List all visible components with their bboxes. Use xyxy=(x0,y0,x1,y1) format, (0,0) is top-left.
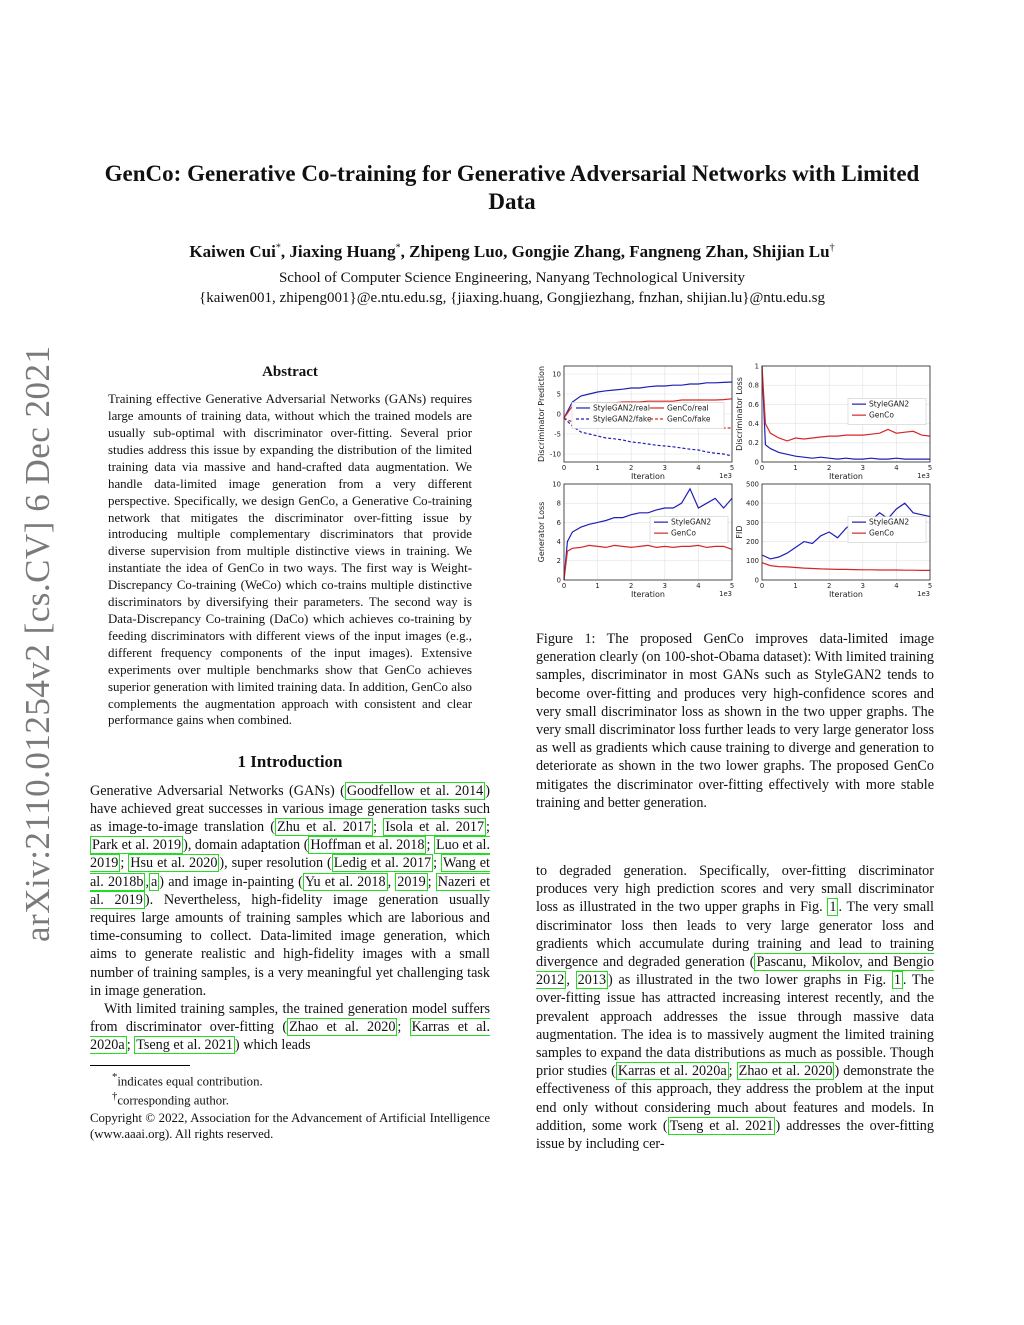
intro-paragraph-2 xyxy=(90,1000,490,1055)
author-name: Kaiwen Cui xyxy=(189,242,276,261)
citation-link[interactable]: Tseng et al. 2021 xyxy=(136,1037,233,1054)
body-text: ), super resolution ( xyxy=(219,855,332,872)
figure-caption: Figure 1: The proposed GenCo improves data-limited image generation clearly (on 100-shot-Obama dataset): With limited training samples, discriminator in most GANs such as StyleGAN2 tends to become over-fitting and produces very high-confidence scores and very small discriminator loss as shown in the two upper graphs. The very small discriminator loss further leads to very large generator loss as well as gradients which cause training to diverge and generation to deteriorate as shown in the two lower graphs. The proposed GenCo mitigates the discriminator over-fitting effectively with more stable training and better generation. xyxy=(536,631,934,811)
x-tick-label: 3 xyxy=(662,582,667,590)
x-tick-label: 3 xyxy=(662,464,667,472)
body-text: ; xyxy=(427,873,436,890)
figure-1-plots xyxy=(536,360,934,599)
abstract-text: Training effective Generative Adversarial Networks (GANs) requires large amounts of training data, without which the trained models are usually sub-optimal with discriminator over-fitting. Several prior studies address this issue by expanding the distribution of the limited training data via massive and hand-crafted data augmentation. We handle data-limited image generation from a very different perspective. Specifically, we design GenCo, a Generative Co-training network that mitigates the discriminator over-fitting issue by introducing multiple complementary discriminators that provide diverse supervision from multiple distinctive views in training. We instantiate the idea of GenCo in two ways. The first way is Weight-Discrepancy Co-training (WeCo) which co-trains multiple distinctive discriminators by diversifying their parameters. The second way is Data-Discrepancy Co-training (DaCo) which achieves co-training by feeding discriminators with different views of the input images (e.g., different frequency components of the input images). Extensive experiments over multiple benchmarks show that GenCo achieves superior generation with limited training data. In addition, GenCo also complements the augmentation approach with consistent and clear performance gains when combined. xyxy=(108,392,472,728)
y-tick-label: 1 xyxy=(754,362,759,371)
body-text: , xyxy=(387,873,396,890)
body-text: , xyxy=(566,972,576,989)
y-tick-label: 0 xyxy=(754,576,759,585)
x-tick-label: 3 xyxy=(860,582,865,590)
y-axis-label: Discriminator Prediction xyxy=(537,365,546,463)
legend xyxy=(848,399,926,425)
legend xyxy=(650,517,728,543)
y-tick-label: 400 xyxy=(746,499,759,508)
citation-link[interactable]: Hoffman et al. 2018 xyxy=(310,837,425,854)
x-tick-label: 1 xyxy=(793,582,798,590)
legend-label: StyleGAN2 xyxy=(869,517,910,527)
body-text: ; xyxy=(728,1063,737,1080)
y-tick-label: 8 xyxy=(556,499,561,508)
right-column xyxy=(536,360,934,1153)
citation-link[interactable]: Karras et al. 2020a xyxy=(617,1063,727,1080)
citation-link[interactable]: Zhu et al. 2017 xyxy=(277,818,372,835)
y-axis-label: FID xyxy=(735,525,744,539)
footnote-divider xyxy=(90,1065,190,1066)
author-emails: {kaiwen001, zhipeng001}@e.ntu.edu.sg, {jiaxing.huang, Gongjiezhang, fnzhan, shijian.lu}@ntu.edu.sg xyxy=(199,290,825,306)
body-text: ) and image in-painting ( xyxy=(159,873,303,890)
y-tick-label: 0.4 xyxy=(748,420,759,428)
legend-label: GenCo xyxy=(671,528,697,538)
left-column xyxy=(90,360,490,1142)
legend xyxy=(572,402,724,428)
citation-link[interactable]: Zhao et al. 2020 xyxy=(289,1019,396,1036)
x-tick-label: 3 xyxy=(860,464,865,472)
body-text: ; xyxy=(373,818,384,835)
y-tick-label: 5 xyxy=(556,390,561,399)
body-text: ), domain adaptation ( xyxy=(183,837,309,854)
equal-contribution-mark: * xyxy=(275,242,281,254)
affiliation: School of Computer Science Engineering, Nanyang Technological University xyxy=(278,270,746,286)
paper-title: GenCo: Generative Co-training for Generative Adversarial Networks with Limited Data xyxy=(104,161,920,214)
citation-link[interactable]: 2013 xyxy=(577,972,607,989)
citation-link[interactable]: Yu et al. 2018 xyxy=(304,873,386,890)
legend-label: StyleGAN2/real xyxy=(593,403,650,413)
legend-label: StyleGAN2 xyxy=(671,517,712,527)
x-tick-label: 0 xyxy=(759,464,765,472)
footnote-text: corresponding author. xyxy=(117,1093,229,1108)
x-tick-label: 2 xyxy=(827,582,832,590)
intro-paragraph-1 xyxy=(90,782,490,1000)
title-block xyxy=(80,160,944,308)
y-axis-label: Discriminator Loss xyxy=(735,377,744,451)
chart-panel-2 xyxy=(735,362,932,481)
chart-panel-4 xyxy=(735,480,932,599)
x-tick-label: 5 xyxy=(927,582,933,590)
x-tick-label: 2 xyxy=(629,464,634,472)
author-names: , Zhipeng Luo, Gongjie Zhang, Fangneng Zhan, Shijian Lu xyxy=(400,242,830,261)
footnote-mark: * xyxy=(112,1071,118,1083)
chart-panel-1 xyxy=(537,366,734,481)
body-text: With limited training samples, the trained generation model suffers from discriminator over-fitting ( xyxy=(90,1000,490,1036)
y-axis-label: Generator Loss xyxy=(537,501,546,563)
legend-label: GenCo xyxy=(869,410,895,420)
author-name: , Jiaxing Huang xyxy=(280,242,396,261)
body-text: to degraded generation. Specifically, over-fitting discriminator produces very high prediction scores and very small discriminator loss as illustrated in the two upper graphs in Fig. xyxy=(536,863,934,916)
body-text: ; xyxy=(126,1037,135,1054)
y-tick-label: 0.6 xyxy=(748,400,759,409)
body-text: ; xyxy=(433,855,442,872)
y-tick-label: 4 xyxy=(556,538,561,546)
citation-link[interactable]: Luo et al. 2019 xyxy=(90,837,490,872)
body-text: ; xyxy=(426,837,434,854)
x-axis-label: Iteration xyxy=(631,590,665,599)
body-text: Generative Adversarial Networks (GANs) ( xyxy=(90,782,345,799)
figure-1 xyxy=(536,360,934,599)
x-axis-scale-label: 1e3 xyxy=(917,590,930,598)
x-tick-label: 1 xyxy=(793,464,798,472)
y-tick-label: 10 xyxy=(552,370,561,379)
x-tick-label: 2 xyxy=(629,582,634,590)
body-text: ; xyxy=(120,855,129,872)
abstract-heading: Abstract xyxy=(262,364,318,380)
x-axis-scale-label: 1e3 xyxy=(719,590,732,598)
body-text: ) demonstrate the effectiveness of this approach, they address the problem at the input end only without considering much about features and models. In addition, some work ( xyxy=(536,1063,934,1134)
x-axis-label: Iteration xyxy=(631,472,665,481)
body-text: . The over-fitting issue has attracted increasing interest recently, and the prevalent approach addresses the issue through massive data augmentation. The idea is to massively augment the limited training samples to expand the data distributions as much as possible. Though prior studies ( xyxy=(536,972,934,1080)
y-tick-label: 0 xyxy=(754,458,759,467)
citation-link[interactable]: Pascanu, Mikolov, and Bengio 2012 xyxy=(536,954,934,989)
y-tick-label: 0 xyxy=(556,410,561,419)
y-tick-label: 100 xyxy=(746,557,759,566)
x-tick-label: 0 xyxy=(561,582,567,590)
figure-reference-link[interactable]: 1 xyxy=(829,899,837,916)
x-tick-label: 4 xyxy=(894,582,899,590)
x-tick-label: 0 xyxy=(561,464,567,472)
section-heading-introduction: 1 Introduction xyxy=(237,752,343,772)
legend-label: StyleGAN2/fake xyxy=(593,414,652,424)
citation-link[interactable]: Isola et al. 2017 xyxy=(385,818,485,835)
y-tick-label: 0.8 xyxy=(748,381,759,390)
y-tick-label: 6 xyxy=(556,518,561,527)
footnote-equal-contribution xyxy=(90,1070,490,1089)
x-tick-label: 5 xyxy=(927,464,933,472)
citation-link[interactable]: 2019 xyxy=(397,873,426,890)
citation-link[interactable]: Park et al. 2019 xyxy=(92,837,182,854)
body-text: . The very small discriminator loss then leads to very large generator loss and gradients which accumulate during training and lead to training divergence and degraded generation ( xyxy=(536,899,934,971)
arxiv-identifier: arXiv:2110.01254v2 [cs.CV] 6 Dec 2021 xyxy=(18,345,57,942)
figure-reference-link[interactable]: 1 xyxy=(893,972,901,989)
legend-label: GenCo/real xyxy=(667,403,709,413)
body-text: ) have achieved great successes in various image generation tasks such as image-to-image translation ( xyxy=(90,782,490,835)
series-line xyxy=(564,545,732,580)
legend xyxy=(848,517,926,543)
body-text: ) addresses the over-fitting issue by including cer- xyxy=(536,1117,934,1153)
body-text: ). Nevertheless, high-fidelity image generation usually requires large amounts of training samples which are laborious and time-consuming to collect. Data-limited image generation, which aims to generate realistic and high-fidelity images with a small number of training samples, is a very meaningful yet challenging task in image generation. xyxy=(90,891,490,999)
y-tick-label: 0.2 xyxy=(748,439,759,448)
x-axis-label: Iteration xyxy=(829,472,863,481)
corresponding-author-mark: † xyxy=(829,242,835,254)
body-text: , xyxy=(145,873,149,890)
citation-link[interactable]: Tseng et al. 2021 xyxy=(669,1117,774,1134)
citation-link[interactable]: Ledig et al. 2017 xyxy=(333,855,432,872)
citation-link[interactable]: Zhao et al. 2020 xyxy=(738,1063,833,1080)
citation-link[interactable]: Hsu et al. 2020 xyxy=(130,855,218,872)
y-tick-label: 200 xyxy=(746,538,759,546)
footnote-corresponding-author xyxy=(90,1089,490,1108)
legend-label: GenCo xyxy=(869,528,895,538)
footnote-mark: † xyxy=(112,1090,118,1102)
x-tick-label: 1 xyxy=(595,582,600,590)
x-tick-label: 0 xyxy=(759,582,765,590)
x-tick-label: 4 xyxy=(894,464,899,472)
citation-link[interactable]: Karras et al. 2020a xyxy=(90,1019,490,1054)
legend-label: GenCo/fake xyxy=(667,414,711,424)
y-tick-label: 300 xyxy=(746,518,759,527)
right-body-paragraph xyxy=(536,862,934,1153)
citation-link[interactable]: Goodfellow et al. 2014 xyxy=(346,782,484,799)
x-axis-scale-label: 1e3 xyxy=(719,472,732,480)
legend-label: StyleGAN2 xyxy=(869,399,910,409)
body-text: ) as illustrated in the two lower graphs in Fig. xyxy=(608,972,892,989)
body-text: ; xyxy=(397,1019,410,1036)
x-tick-label: 4 xyxy=(696,582,701,590)
citation-link[interactable]: Nazeri et al. 2019 xyxy=(90,873,491,908)
y-tick-label: 0 xyxy=(556,576,561,585)
x-axis-label: Iteration xyxy=(829,590,863,599)
y-tick-label: -5 xyxy=(554,430,561,439)
x-tick-label: 5 xyxy=(729,464,735,472)
x-tick-label: 2 xyxy=(827,464,832,472)
chart-panel-3 xyxy=(537,480,734,599)
y-tick-label: 10 xyxy=(552,480,561,489)
equal-contribution-mark: * xyxy=(395,242,401,254)
y-tick-label: 500 xyxy=(746,480,759,489)
y-tick-label: 2 xyxy=(556,557,561,566)
series-line xyxy=(762,563,930,571)
citation-link[interactable]: a xyxy=(150,873,158,890)
y-tick-label: -10 xyxy=(549,450,561,459)
body-text: ) which leads xyxy=(234,1037,311,1054)
citation-link[interactable]: Wang et al. 2018b xyxy=(90,855,490,890)
x-tick-label: 4 xyxy=(696,464,701,472)
body-text: ; xyxy=(486,818,490,835)
copyright-notice: Copyright © 2022, Association for the Advancement of Artificial Intelligence (www.aaai.org). All rights reserved. xyxy=(90,1111,490,1142)
x-tick-label: 5 xyxy=(729,582,735,590)
x-axis-scale-label: 1e3 xyxy=(917,472,930,480)
author-list xyxy=(80,242,944,262)
footnote-text: indicates equal contribution. xyxy=(117,1073,263,1088)
x-tick-label: 1 xyxy=(595,464,600,472)
